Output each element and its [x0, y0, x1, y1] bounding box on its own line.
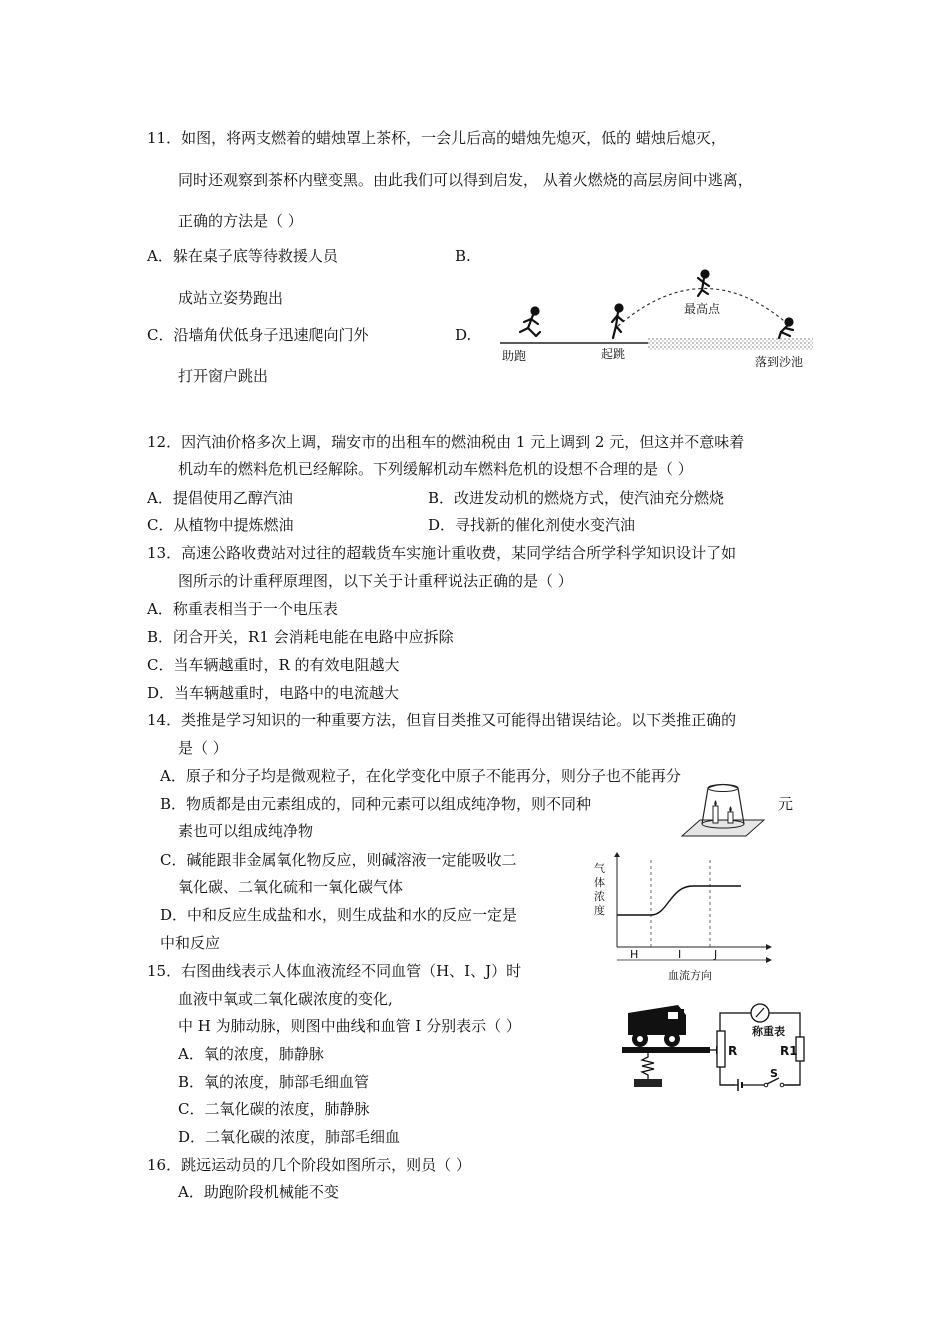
- q11-option-d: D.: [455, 326, 472, 344]
- truck-icon: [628, 1005, 686, 1047]
- landing-figure-icon: [779, 319, 793, 339]
- q11-option-c: C．沿墙角伏低身子迅速爬向门外: [147, 326, 369, 344]
- flow-direction-arrow-icon: [766, 957, 772, 963]
- spring-base: [634, 1079, 662, 1087]
- weighbridge-circuit-figure: [620, 995, 805, 1095]
- spring-icon: [642, 1053, 654, 1079]
- top-figure-icon: [698, 271, 709, 297]
- q14-stem-line-1: 14．类推是学习知识的一种重要方法，但盲目类推又可能得出错误结论。以下类推正确的: [147, 711, 737, 729]
- q14-option-d-line-2: 中和反应: [160, 934, 221, 952]
- r-label: R: [728, 1044, 738, 1058]
- graph-ylabel-char-1: 气: [594, 862, 605, 875]
- gas-concentration-graph: [590, 852, 780, 987]
- q12-stem-line-2: 机动车的燃料危机已经解除。下列缓解机动车燃料危机的设想不合理的是（ ）: [178, 460, 693, 478]
- q11-stem-line-2: 同时还观察到茶杯内壁变黑。由此我们可以得到启发， 从着火燃烧的高层房间中逃离，: [178, 171, 753, 189]
- graph-segment-j: J: [714, 948, 718, 961]
- q12-option-b: B．改进发动机的燃烧方式，使汽油充分燃烧: [428, 489, 725, 507]
- cup-outline: [702, 785, 744, 825]
- candles-under-cup-figure: [678, 776, 768, 841]
- graph-y-arrow-icon: [614, 852, 620, 857]
- q15-option-c: C．二氧化碳的浓度，肺静脉: [178, 1100, 370, 1118]
- q15-option-b: B．氧的浓度，肺部毛细血管: [178, 1073, 370, 1091]
- short-candle: [728, 812, 733, 823]
- q12-option-c: C．从植物中提炼燃油: [147, 516, 294, 534]
- meter-label: 称重表: [752, 1025, 785, 1038]
- cup-base-ellipse: [708, 785, 738, 792]
- q13-option-d: D．当车辆越重时，电路中的电流越大: [147, 684, 400, 702]
- graph-ylabel-char-4: 度: [594, 904, 605, 917]
- label-run: 助跑: [502, 349, 527, 363]
- q16-option-a: A．助跑阶段机械能不变: [178, 1183, 339, 1201]
- q14-stem-line-2: 是（ ）: [178, 739, 228, 757]
- q11-stem-line-1: 11．如图，将两支燃着的蜡烛罩上茶杯，一会儿后高的蜡烛先熄灭，低的 蜡烛后熄灭，: [147, 129, 726, 147]
- graph-ylabel-char-2: 体: [594, 876, 605, 889]
- runner-icon: [520, 308, 540, 337]
- q13-stem-line-1: 13．高速公路收费站对过往的超载货车实施计重收费，某同学结合所学科学知识设计了如: [147, 544, 737, 562]
- q15-stem-line-1: 15．右图曲线表示人体血液流经不同血管（H、I、J）时: [147, 962, 522, 980]
- q13-option-c: C．当车辆越重时，R 的有效电阻越大: [147, 656, 400, 674]
- label-takeoff: 起跳: [601, 347, 626, 361]
- q12-option-d: D．寻找新的催化剂使水变汽油: [428, 516, 636, 534]
- q11-option-b: B.: [455, 247, 471, 265]
- takeoff-figure-icon: [612, 305, 623, 339]
- label-land: 落到沙池: [755, 355, 804, 369]
- q13-option-b: B．闭合开关，R1 会消耗电能在电路中应拆除: [147, 628, 454, 646]
- graph-segment-h: H: [630, 948, 639, 961]
- graph-ylabel-char-3: 浓: [594, 890, 605, 903]
- q15-stem-line-3: 中 H 为肺动脉，则图中曲线和血管 I 分别表示（ ）: [178, 1017, 521, 1035]
- q14-option-b-line-1-end: 元: [778, 795, 794, 813]
- concentration-curve: [617, 886, 741, 915]
- graph-segment-i: I: [678, 948, 682, 961]
- q14-option-a: A．原子和分子均是微观粒子，在化学变化中原子不能再分，则分子也不能再分: [160, 767, 681, 785]
- q12-stem-line-1: 12．因汽油价格多次上调，瑞安市的出租车的燃油税由 1 元上调到 2 元，但这并不意味着: [147, 433, 745, 451]
- r1-label: R1: [780, 1044, 798, 1058]
- q13-stem-line-2: 图所示的计重秤原理图，以下关于计重秤说法正确的是（ ）: [178, 572, 573, 590]
- q16-stem: 16．跳远运动员的几个阶段如图所示，则员（ ）: [147, 1156, 471, 1174]
- weighing-platform: [622, 1047, 710, 1053]
- q14-option-d-line-1: D．中和反应生成盐和水，则生成盐和水的反应一定是: [160, 906, 518, 924]
- q15-option-d: D．二氧化碳的浓度，肺部毛细血: [178, 1128, 401, 1146]
- q13-option-a: A．称重表相当于一个电压表: [147, 600, 338, 618]
- q11-option-b-continued: 成站立姿势跑出: [178, 289, 284, 307]
- q14-option-c-line-1: C．碱能跟非金属氧化物反应，则碱溶液一定能吸收二: [160, 851, 517, 869]
- graph-xlabel: 血流方向: [668, 969, 712, 982]
- q12-option-a: A．提倡使用乙醇汽油: [147, 489, 293, 507]
- tall-candle: [713, 806, 718, 823]
- q11-stem-line-3: 正确的方法是（ ）: [178, 212, 303, 230]
- graph-x-arrow-icon: [766, 944, 772, 950]
- q11-option-a: A．躲在桌子底等待救援人员: [147, 247, 338, 265]
- q14-option-c-line-2: 氧化碳、二氧化硫和一氧化碳气体: [178, 878, 404, 896]
- switch-contact: [780, 1083, 784, 1087]
- q15-option-a: A．氧的浓度，肺静脉: [178, 1045, 324, 1063]
- rheostat-r: [717, 1031, 725, 1067]
- short-candle-flame-icon: [729, 806, 732, 812]
- q14-option-b-line-2: 素也可以组成纯净物: [178, 822, 314, 840]
- q14-option-b-line-1: B．物质都是由元素组成的，同种元素可以组成纯净物，则不同种: [160, 795, 592, 813]
- long-jump-figure: [500, 266, 820, 376]
- sand-pit: [648, 338, 813, 350]
- q15-stem-line-2: 血液中氧或二氧化碳浓度的变化,: [178, 990, 393, 1008]
- label-top: 最高点: [684, 302, 721, 316]
- tall-candle-flame-icon: [714, 800, 717, 806]
- s-label: S: [770, 1067, 778, 1080]
- q11-option-d-continued: 打开窗户跳出: [178, 367, 269, 385]
